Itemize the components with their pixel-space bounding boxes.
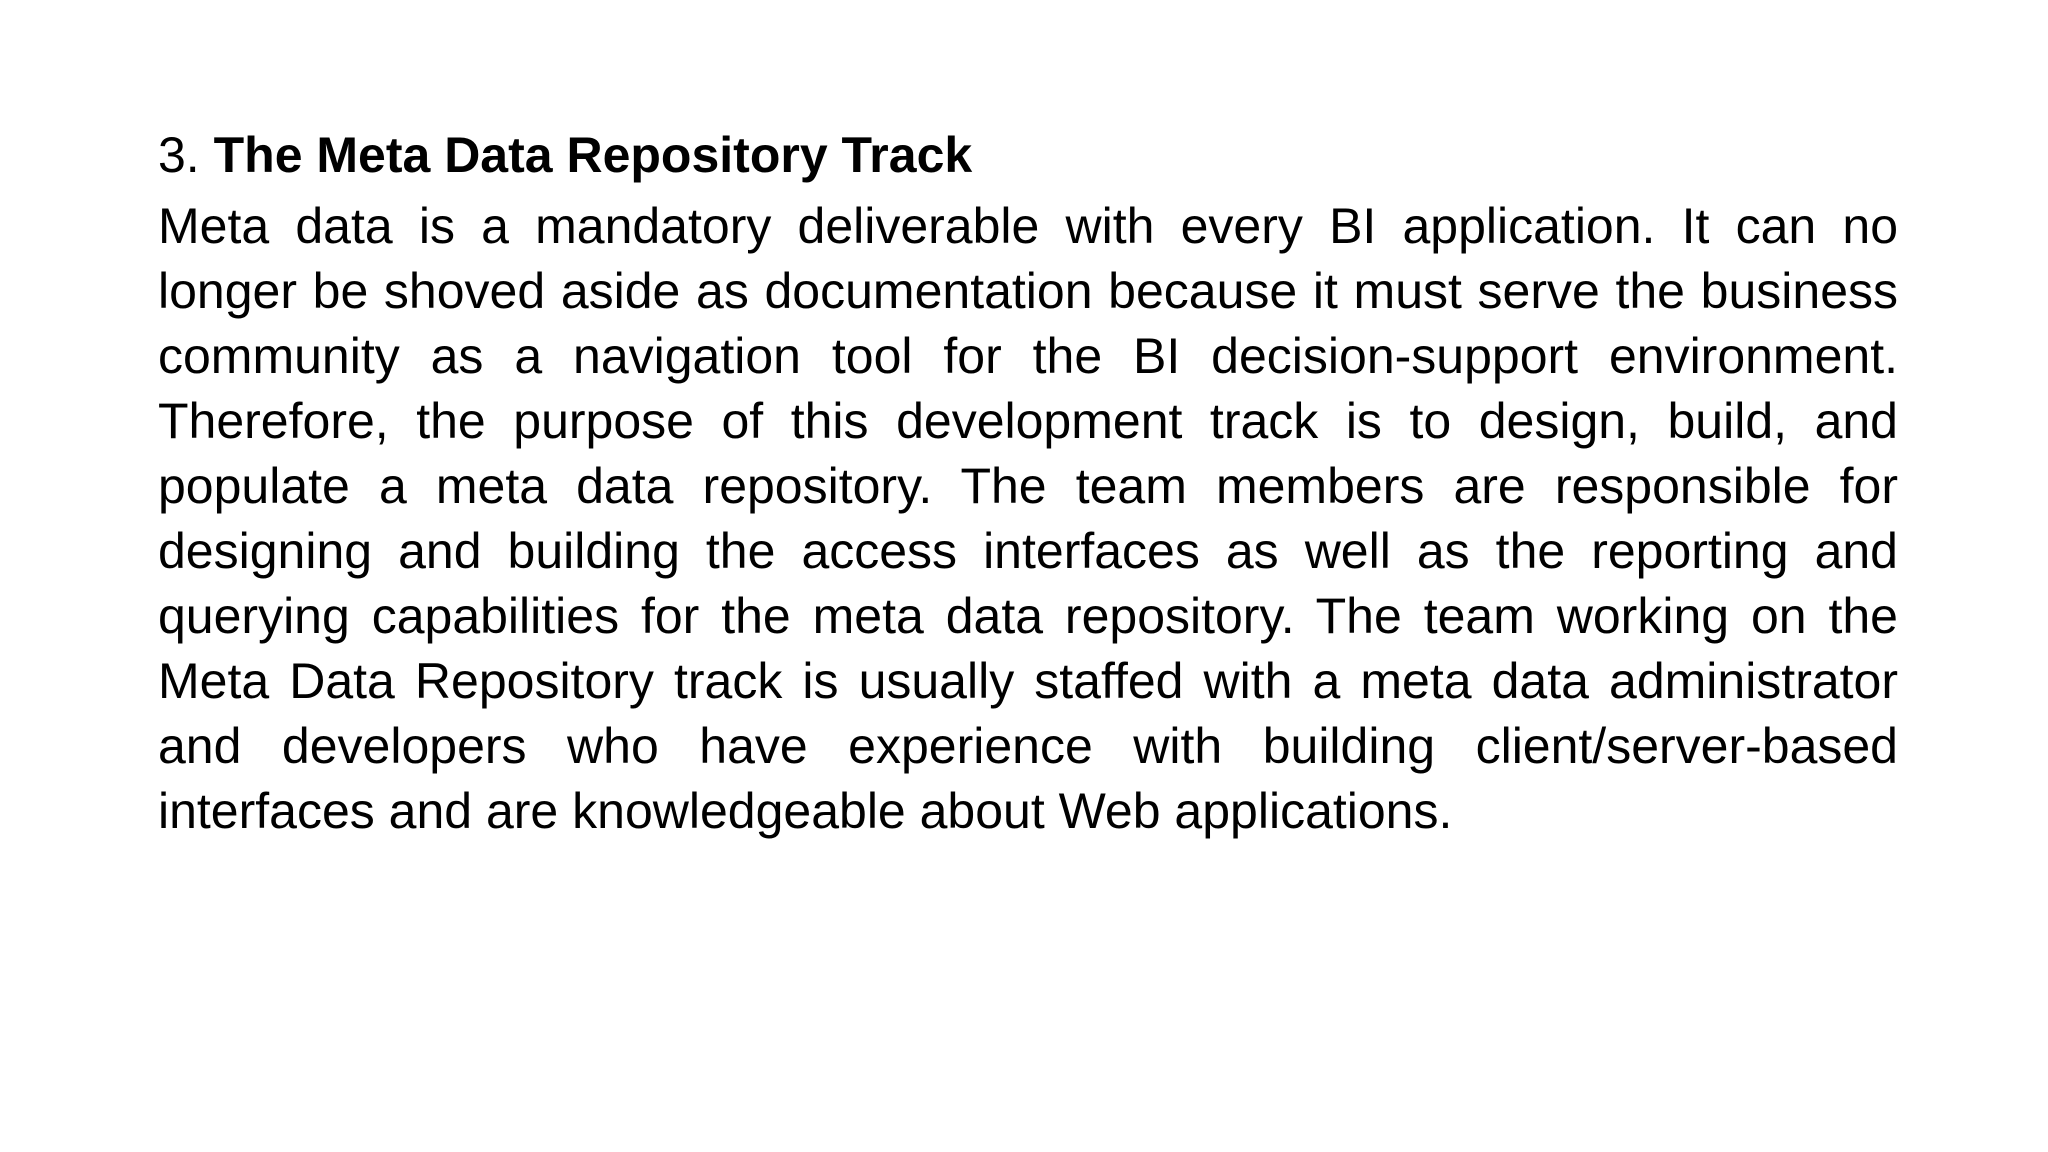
body-paragraph: Meta data is a mandatory deliverable with every BI application. It can no longer be shoved aside as documentation because it must serve the business community as a navigation tool for the BI decision-support environment. Therefore, the purpose of this development track is to design, build, and populate a meta data repository. The team members are responsible for designing and building the access interfaces as well as the reporting and querying capabilities for the meta data repository. The team working on the Meta Data Repository track is usually staffed with a meta data administrator and developers who have experience with building client/server-based interfaces and are knowledgeable about Web applications. — [158, 198, 1898, 839]
section-number: 3. — [158, 127, 200, 183]
section-heading — [158, 122, 1898, 188]
slide-content — [158, 122, 1898, 844]
section-title: The Meta Data Repository Track — [213, 127, 973, 183]
